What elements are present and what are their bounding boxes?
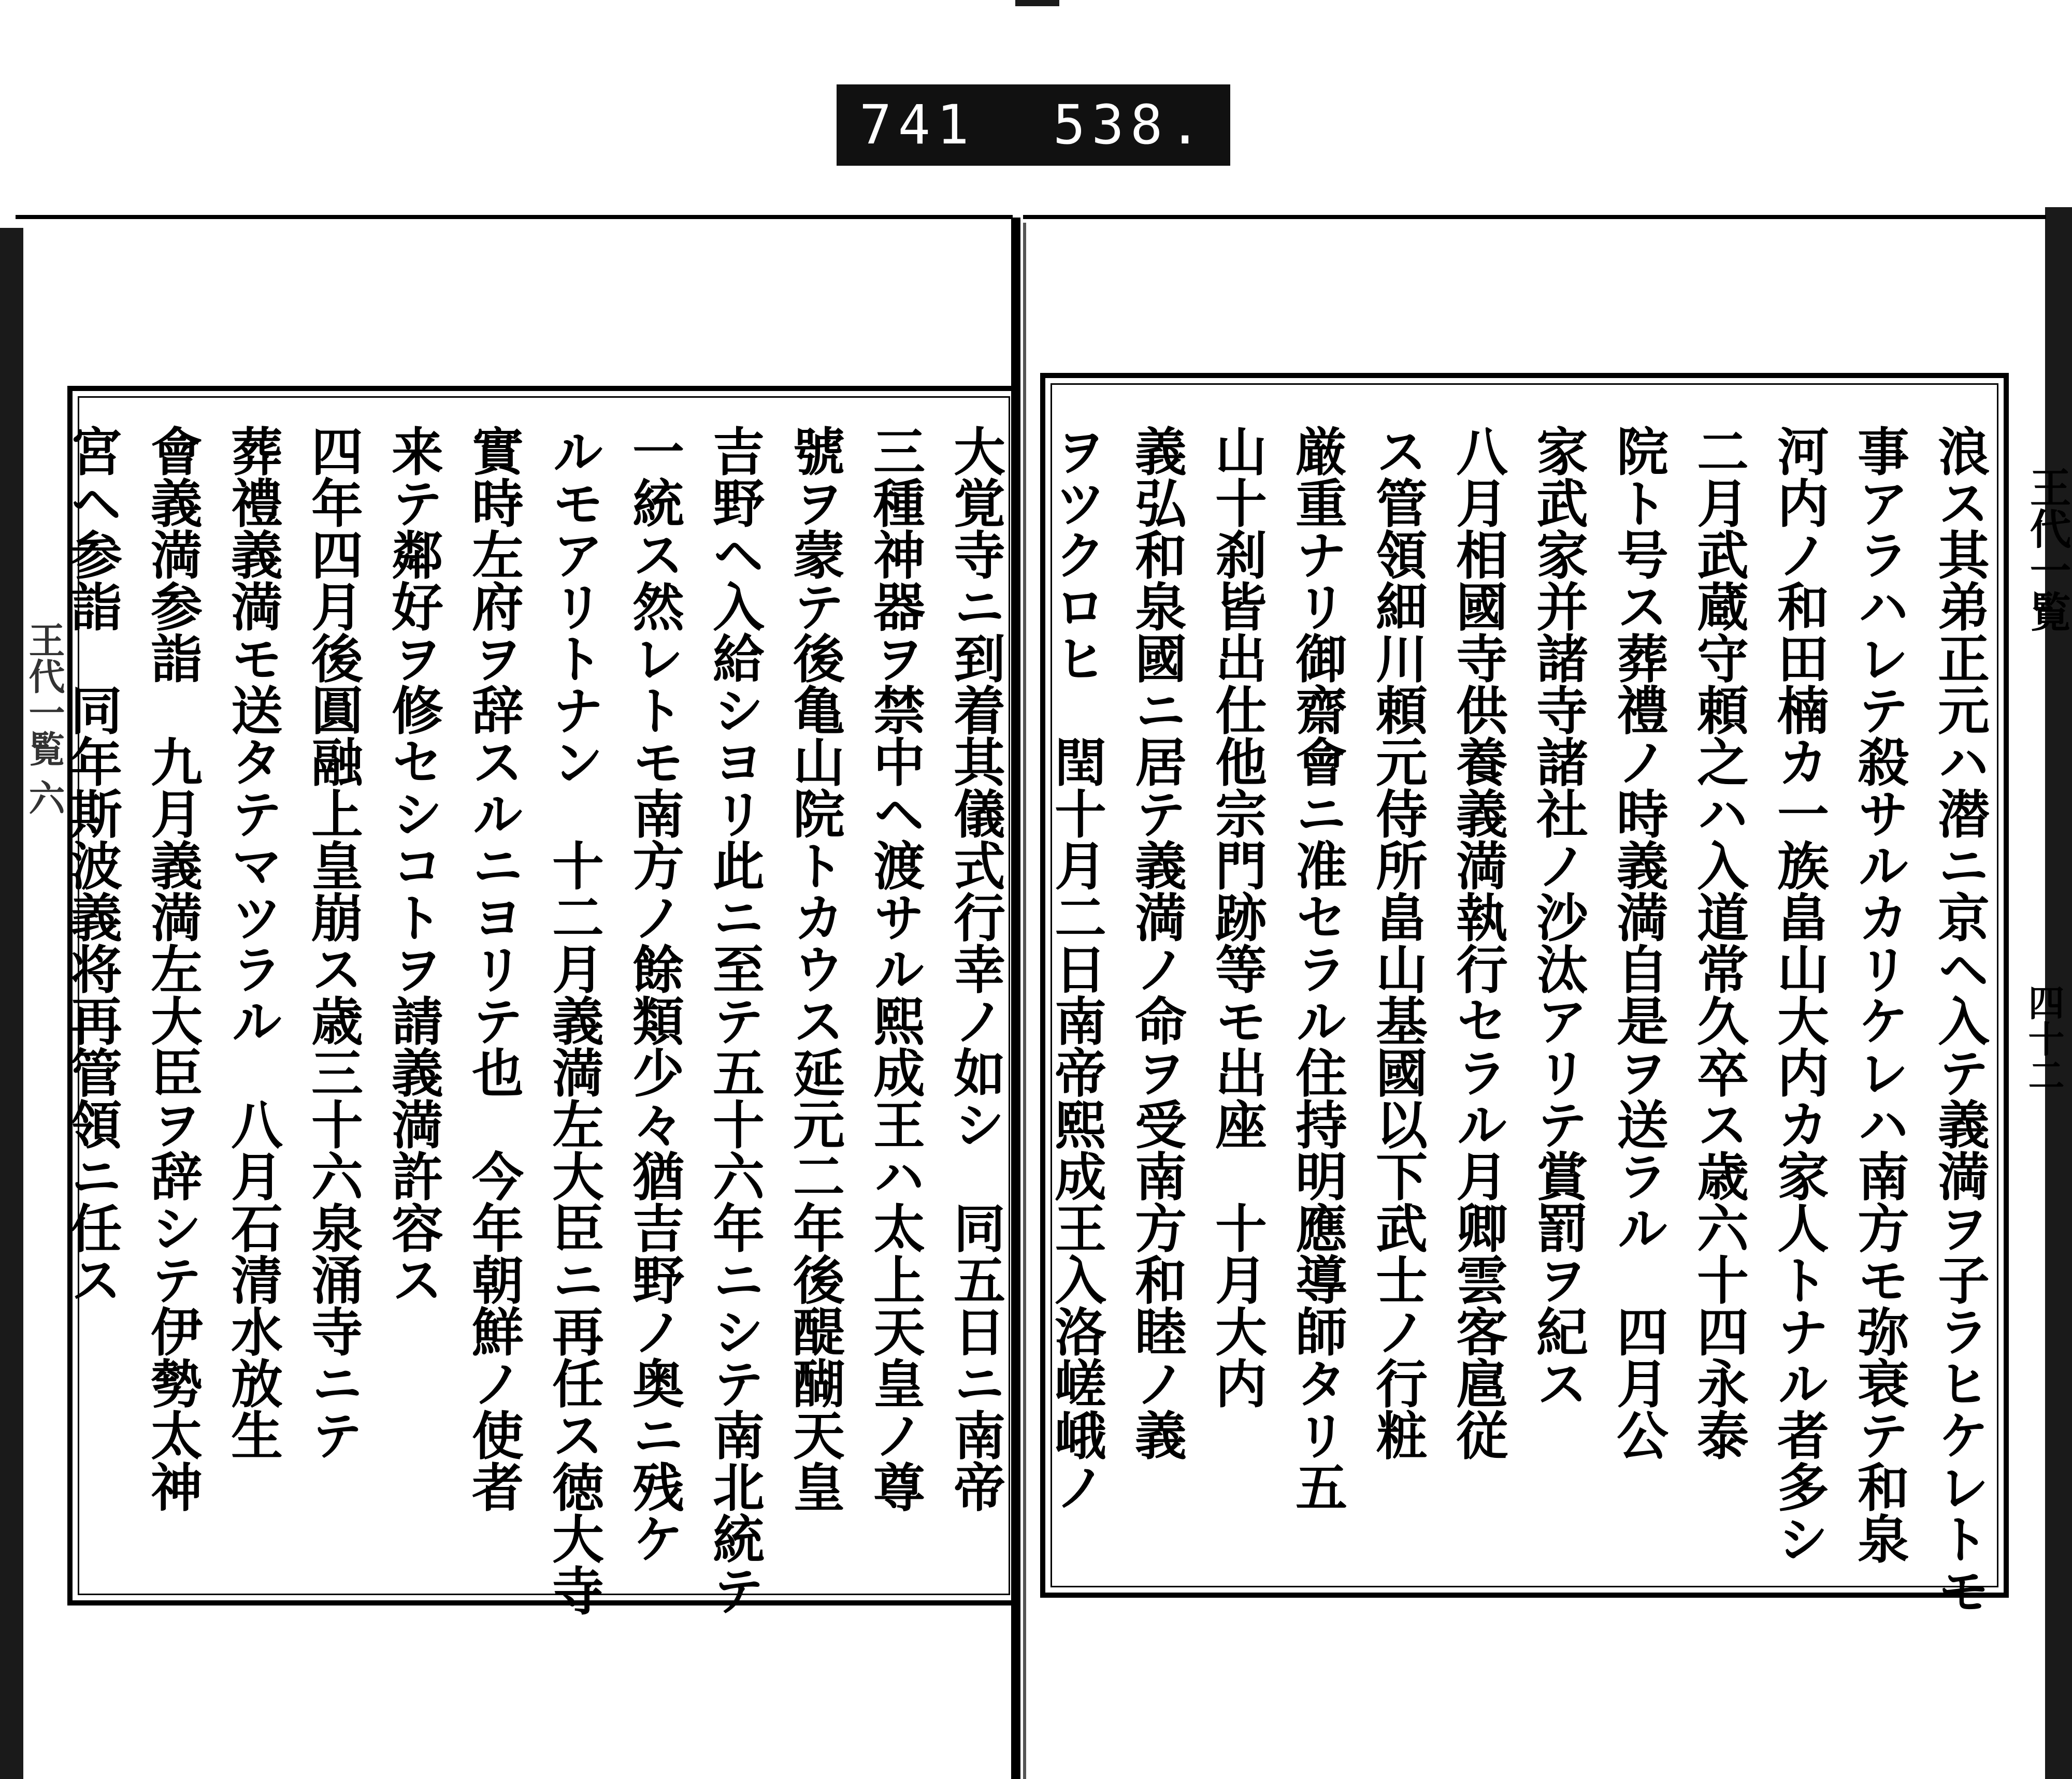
text-line: 家武家并諸寺諸社ノ沙汰アリテ賞罰ヲ紀ス: [1528, 425, 1589, 1409]
book-spine-shadow: [1023, 223, 1026, 1779]
left-page-top-edge: [16, 215, 1013, 219]
text-line: 吉野ヘ入給シヨリ此ニ至テ五十六年ニシテ南北統テ: [704, 425, 765, 1616]
text-line: 一統ス然レトモ南方ノ餘類少々猶吉野ノ奥ニ残ケ: [624, 425, 685, 1564]
scan-top-mark: [1015, 0, 1059, 6]
text-line: 葬禮義満モ送タテマツラル 八月石清水放生: [222, 425, 283, 1460]
right-page-text: [1046, 425, 1999, 1616]
text-line: 大覚寺ニ到着其儀式行幸ノ如シ 同五日ニ南帝: [945, 425, 1006, 1512]
text-line: ス管領細川頼元侍所畠山基國以下武士ノ行粧: [1367, 425, 1428, 1460]
right-page-top-edge: [1023, 215, 2046, 219]
text-line: 来テ鄰好ヲ修セシコトヲ請義満許容ス: [383, 425, 444, 1305]
text-line: 河内ノ和田楠カ一族畠山大内カ家人トナル者多シ: [1768, 425, 1830, 1564]
text-line: 實時左府ヲ辞スルニヨリテ也 今年朝鮮ノ使者: [463, 425, 524, 1512]
text-line: 山十刹皆出仕他宗門跡等モ出座 十月大内: [1206, 425, 1268, 1409]
text-line: 三種神器ヲ禁中ヘ渡サル熙成王ハ太上天皇ノ尊: [865, 425, 926, 1512]
text-line: 八月相國寺供養義満執行セラル月卿雲客扈従: [1447, 425, 1508, 1460]
left-margin-note: 王代一覧 六: [23, 621, 66, 816]
scan-edge-left: [0, 228, 23, 1779]
text-line: 二月武蔵守頼之ハ入道常久卒ス歳六十四永泰: [1688, 425, 1749, 1460]
text-line: 號ヲ蒙テ後亀山院トカウス延元二年後醍醐天皇: [784, 425, 845, 1512]
text-line: 宮ヘ参詣 同年斯波義将再管領ニ任ス: [62, 425, 123, 1305]
left-page-text: [62, 425, 1015, 1616]
text-line: ルモアリトナン 十二月義満左大臣ニ再任ス徳大寺: [543, 425, 605, 1616]
text-line: 事アラハレテ殺サルカリケレハ南方モ弥衰テ和泉: [1849, 425, 1910, 1564]
margin-title: 王代一覧: [2023, 466, 2071, 632]
label-right-number: 538.: [1053, 93, 1208, 156]
text-line: 四年四月後圓融上皇崩ス歳三十六泉涌寺ニテ: [303, 425, 364, 1460]
text-line: ヲツクロヒ 閏十月二日南帝熙成王入洛嵯峨ノ: [1046, 425, 1107, 1512]
text-line: 義弘和泉國ニ居テ義満ノ命ヲ受南方和睦ノ義: [1126, 425, 1187, 1460]
archive-number-label: [837, 84, 1230, 166]
text-line: 會義満参詣 九月義満左大臣ヲ辞シテ伊勢太神: [142, 425, 203, 1512]
text-line: 院ト号ス葬禮ノ時義満自是ヲ送ラル 四月公: [1608, 425, 1669, 1460]
text-line: 厳重ナリ御齋會ニ准セラル住持明應導師タリ五: [1287, 425, 1348, 1512]
text-line: 浪ス其弟正元ハ潜ニ京ヘ入テ義満ヲ子ラヒケレトモ: [1929, 425, 1990, 1616]
label-left-number: 741: [859, 93, 975, 156]
margin-page-number: 四十二: [2022, 984, 2065, 1093]
